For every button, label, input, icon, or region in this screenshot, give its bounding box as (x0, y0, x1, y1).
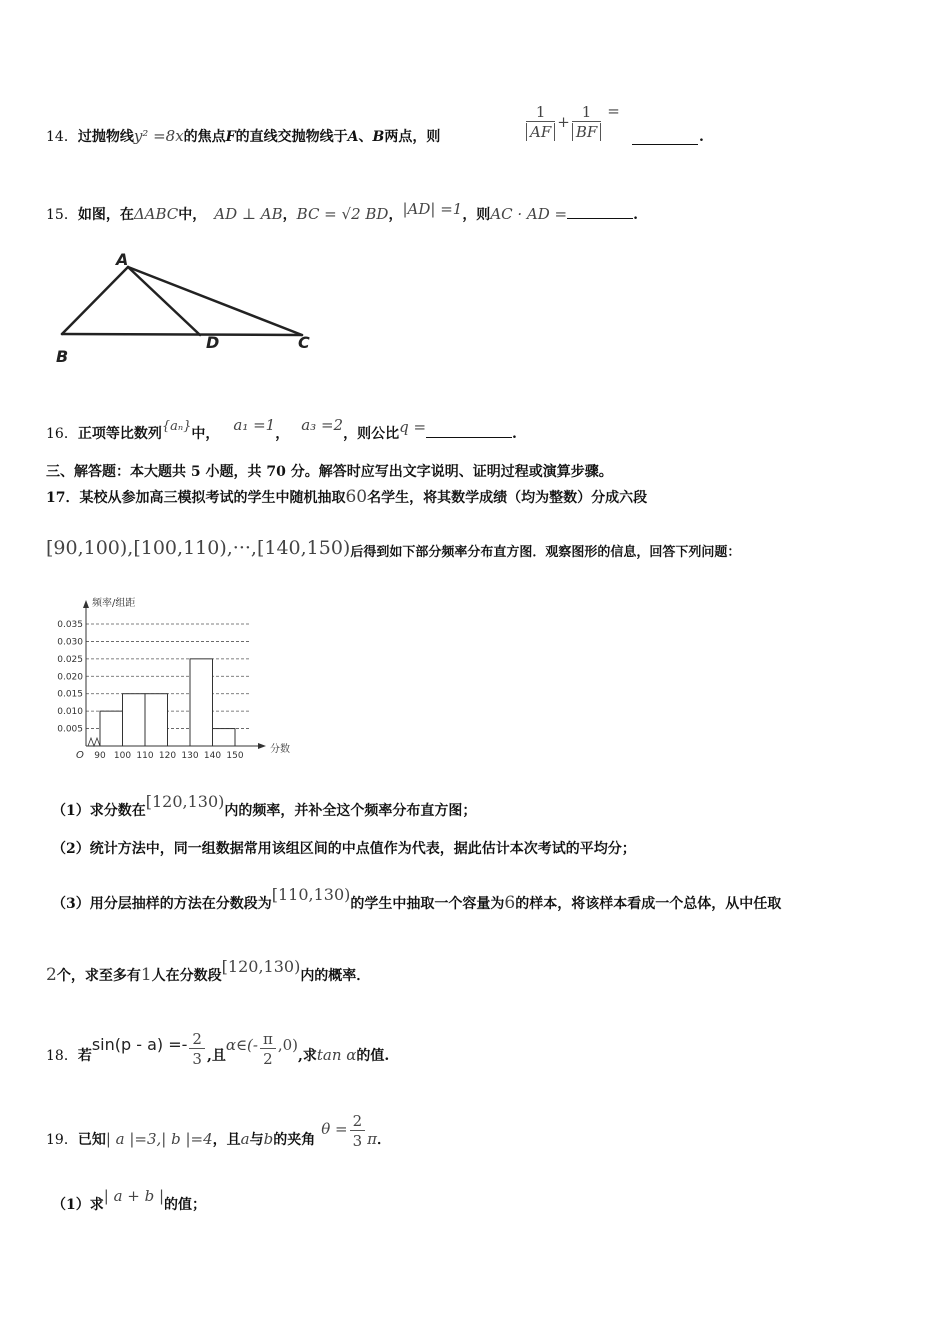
label-d: D (206, 333, 220, 352)
q19-part1: （1）求| a + b |的值； (52, 1187, 207, 1213)
q15-bc: BC = √2 BD (296, 205, 389, 223)
q14-plus: + (557, 113, 570, 131)
question-15 (46, 199, 638, 225)
y-tick-label: 0.005 (57, 724, 83, 735)
q17-p4-one: 1 (140, 965, 152, 985)
q16-q: q = (399, 418, 427, 436)
x-axis-arrow (258, 743, 266, 749)
q17-p4-interval: [120,130) (221, 957, 301, 976)
y-tick-label: 0.020 (57, 672, 83, 683)
q14-answer-blank[interactable] (632, 130, 698, 145)
y-tick-label: 0.010 (57, 707, 83, 718)
y-tick-label: 0.035 (57, 620, 83, 630)
label-a: A (116, 250, 129, 269)
question-17-line2: [90,100),[100,110),···,[140,150)后得到如下部分频率分布直方图．观察图形的信息，回答下列问题： (46, 537, 741, 560)
question-14 (46, 126, 440, 147)
q19-fraction: $\frac{2}{3}$ (350, 1112, 366, 1151)
q18-fraction: $\frac{2}{3}$ (189, 1030, 205, 1069)
x-axis-label: 分数 (270, 744, 290, 755)
q17-p4-n: 2 (46, 965, 57, 985)
q17-part1: （1）求分数在[120,130)内的频率，并补全这个频率分布直方图； (52, 792, 477, 819)
q14-fraction-1: $\frac{1}{AF}$ (526, 103, 555, 142)
q17-intervals: [90,100),[100,110),···,[140,150) (46, 537, 351, 559)
x-tick-label: 150 (226, 751, 244, 761)
histogram-bar (100, 711, 123, 746)
q14-text3: 的直线交抛物线于 (235, 129, 348, 145)
q18-lhs: sin(p - a) =- (91, 1035, 188, 1054)
q14-text2: 的焦点 (183, 129, 226, 145)
q19-expression: | a + b | (103, 1187, 165, 1205)
x-tick-label: 130 (181, 751, 199, 761)
q16-end: . (512, 426, 517, 442)
q16-answer-blank[interactable] (426, 425, 512, 438)
question-17-line1: 17．某校从参加高三模拟考试的学生中随机抽取60名学生，将其数学成绩（均为整数）分成六段 (46, 487, 648, 507)
axis-break (88, 738, 100, 746)
segment-ac (128, 267, 302, 335)
histogram-bar (213, 729, 236, 746)
y-tick-label: 0.015 (57, 689, 83, 700)
q17-part3: （3）用分层抽样的方法在分数段为[110,130)的学生中抽取一个容量为6的样本，将该样本看成一个总体，从中任取 (52, 885, 782, 913)
frequency-histogram (44, 590, 314, 770)
q19-theta: θ = (321, 1120, 348, 1138)
x-tick-label: 100 (113, 751, 132, 761)
q15-comma2: ， (388, 207, 403, 223)
q14-fraction-2: $\frac{1}{BF}$ (572, 103, 601, 142)
q14-formula (524, 102, 620, 142)
q16-text3: ，则公比 (343, 426, 400, 442)
q16-a1: a₁ =1 (233, 416, 276, 434)
q15-end: . (633, 207, 638, 223)
y-tick-label: 0.025 (57, 654, 83, 665)
q17-part2: （2）统计方法中，同一组数据常用该组区间的中点值作为代表，据此估计本次考试的平均分； (52, 841, 636, 857)
y-tick-label: 0.030 (57, 637, 83, 648)
q18-number: 18． (46, 1048, 78, 1064)
q15-text3: ，则 (462, 207, 491, 223)
x-tick-label: 90 (94, 751, 106, 761)
origin-label: O (76, 750, 84, 761)
q16-a3: a₃ =2 (301, 416, 344, 434)
q15-ad: |AD| =1 (402, 200, 463, 218)
segment-ab (62, 267, 128, 334)
x-tick-label: 120 (158, 751, 177, 761)
question-16 (46, 415, 517, 444)
q14-point-b: B (372, 129, 385, 145)
q17-part3-cont: 2个，求至多有1人在分数段[120,130)内的概率． (46, 957, 371, 985)
q15-perp: AD ⊥ AB (214, 205, 283, 223)
q16-sequence: {aₙ} (161, 419, 192, 434)
y-axis-arrow (83, 600, 89, 608)
q18-pi-fraction: $\frac{\pi}{2}$ (260, 1030, 276, 1069)
q17-p1-interval: [120,130) (145, 792, 225, 811)
x-tick-label: 110 (136, 751, 154, 761)
question-19: 19．已知| a |=3,| b |=4，且a与b的夹角θ = $\frac{2}{3}$ π． (46, 1112, 391, 1150)
q15-text2: 中， (178, 207, 207, 223)
q15-text: 如图，在 (77, 207, 134, 223)
q17-sample-size: 60 (345, 487, 368, 507)
q15-dot: AC · AD = (490, 205, 568, 223)
q14-text4: 两点，则 (384, 129, 441, 145)
q16-text2: 中， (191, 426, 220, 442)
q18-tan: tan α (316, 1046, 357, 1064)
segment-bc (62, 334, 302, 335)
label-c: C (298, 333, 310, 352)
q18-cond: α∈(- (225, 1036, 258, 1054)
q17-p3-n: 6 (504, 893, 516, 913)
q16-number: 16． (46, 426, 78, 442)
q14-point-a: A (347, 129, 359, 145)
q15-comma1: ， (282, 207, 297, 223)
q17-p3-interval: [110,130) (271, 885, 351, 904)
q15-answer-blank[interactable] (567, 206, 633, 219)
histogram-bar (145, 694, 168, 746)
segment-ad (128, 267, 200, 335)
q14-number: 14． (46, 129, 78, 145)
q19-norms: | a |=3,| b |=4 (105, 1130, 213, 1148)
q14-end: . (699, 129, 704, 145)
histogram-bar (190, 659, 213, 746)
triangle-figure (50, 246, 330, 370)
q14-focus: F (225, 129, 236, 145)
histogram-bar (123, 694, 146, 746)
q19-number: 19． (46, 1132, 78, 1148)
q15-number: 15． (46, 207, 78, 223)
q14-equals: = (607, 102, 620, 120)
question-18: 18．若sin(p - a) =- $\frac{2}{3}$ ,且α∈(- $\frac{\pi}{2}$ ,0),求tan α的值. (46, 1030, 390, 1068)
q14-parabola: y² =8x (133, 127, 184, 145)
x-tick-label: 140 (203, 751, 222, 761)
q14-text: 过抛物线 (77, 129, 134, 145)
q14-sep: 、 (358, 129, 373, 145)
q16-text: 正项等比数列 (77, 426, 162, 442)
y-axis-label: 频率/组距 (92, 598, 136, 609)
q16-comma: ， (275, 426, 290, 442)
section-heading: 三、解答题：本大题共 5 小题，共 70 分。解答时应写出文字说明、证明过程或演算步骤。 (46, 464, 613, 480)
q15-triangle: ΔABC (133, 205, 179, 223)
label-b: B (56, 347, 69, 366)
